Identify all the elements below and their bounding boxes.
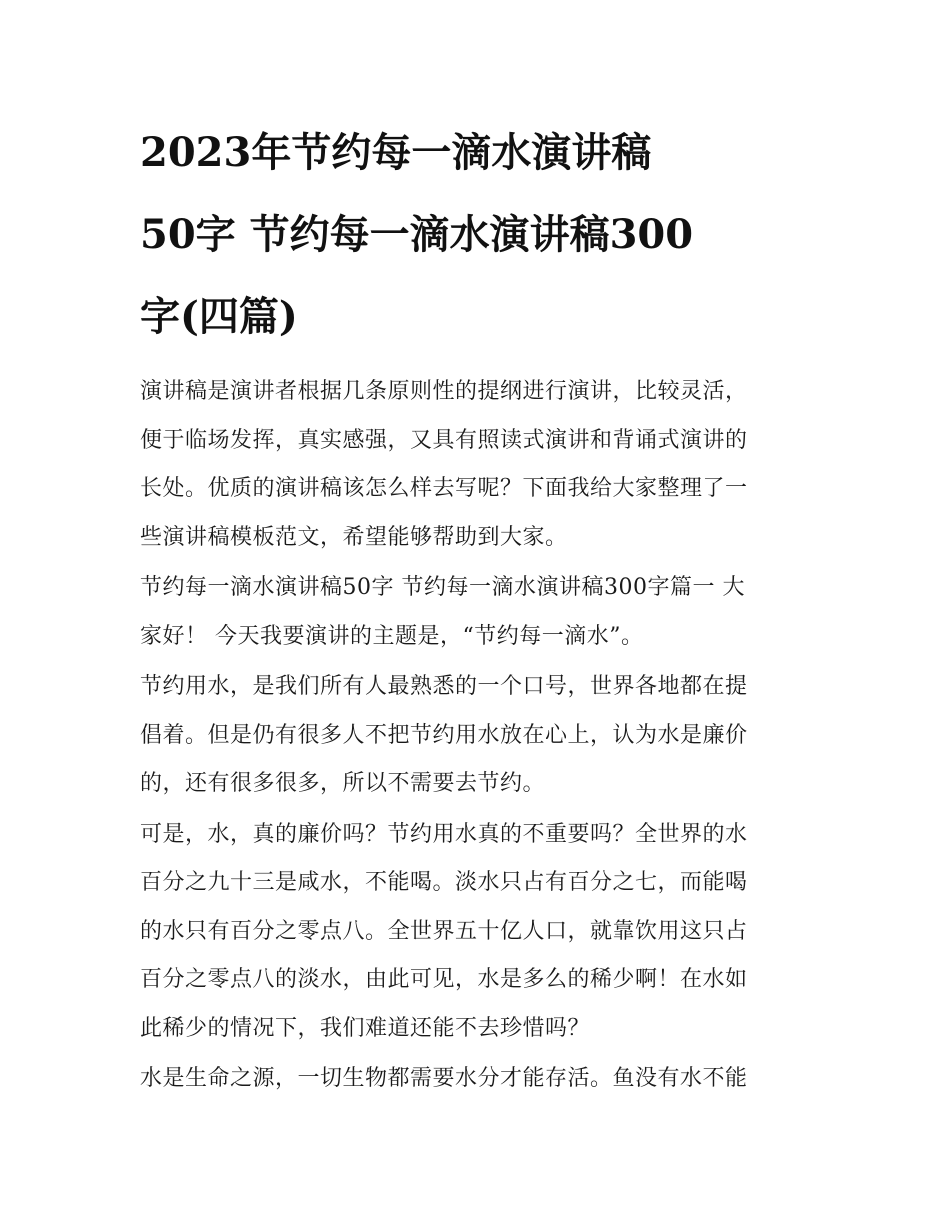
text-line: 长处。优质的演讲稿该怎么样去写呢？下面我给大家整理了一	[140, 476, 748, 501]
text-line: 便于临场发挥，真实感强，又具有照读式演讲和背诵式演讲的	[140, 427, 748, 453]
text-line: 此稀少的情况下，我们难道还能不去珍惜吗？	[140, 1015, 591, 1041]
text-line: 节约用水，是我们所有人最熟悉的一个口号，世界各地都在提	[140, 674, 748, 699]
text-line: 水是生命之源，一切生物都需要水分才能存活。鱼没有水不能	[140, 1066, 748, 1091]
text-line: 的，还有很多很多，所以不需要去节约。	[140, 771, 546, 796]
text-line: 百分之九十三是咸水，不能喝。淡水只占有百分之七，而能喝	[140, 870, 748, 895]
document-title	[140, 112, 812, 358]
paragraph-water-scarcity	[140, 811, 812, 1054]
text-line: 家好！ 今天我要演讲的主题是，“节约每一滴水”。	[140, 623, 644, 649]
document-body	[140, 368, 812, 1104]
title-line: 2023年节约每一滴水演讲稿	[140, 129, 652, 176]
text-line: 些演讲稿模板范文，希望能够帮助到大家。	[140, 524, 568, 550]
text-line: 演讲稿是演讲者根据几条原则性的提纲进行演讲，比较灵活，	[140, 379, 748, 404]
title-line: 50字 节约每一滴水演讲稿300	[140, 211, 694, 258]
document-page	[140, 112, 812, 1104]
text-line: 节约每一滴水演讲稿50字 节约每一滴水演讲稿300字篇一 大	[140, 575, 745, 600]
text-line: 百分之零点八的淡水，由此可见，水是多么的稀少啊！在水如	[140, 967, 748, 992]
text-line: 可是，水，真的廉价吗？节约用水真的不重要吗？全世界的水	[140, 821, 748, 847]
text-line: 倡着。但是仍有很多人不把节约用水放在心上，认为水是廉价	[140, 722, 748, 748]
text-line: 的水只有百分之零点八。全世界五十亿人口，就靠饮用这只占	[140, 918, 748, 944]
paragraph-water-saving	[140, 663, 812, 809]
paragraph-source-of-life	[140, 1055, 812, 1104]
paragraph-intro	[140, 368, 812, 562]
paragraph-heading-speech-1	[140, 564, 812, 661]
title-line: 字(四篇)	[140, 293, 298, 340]
